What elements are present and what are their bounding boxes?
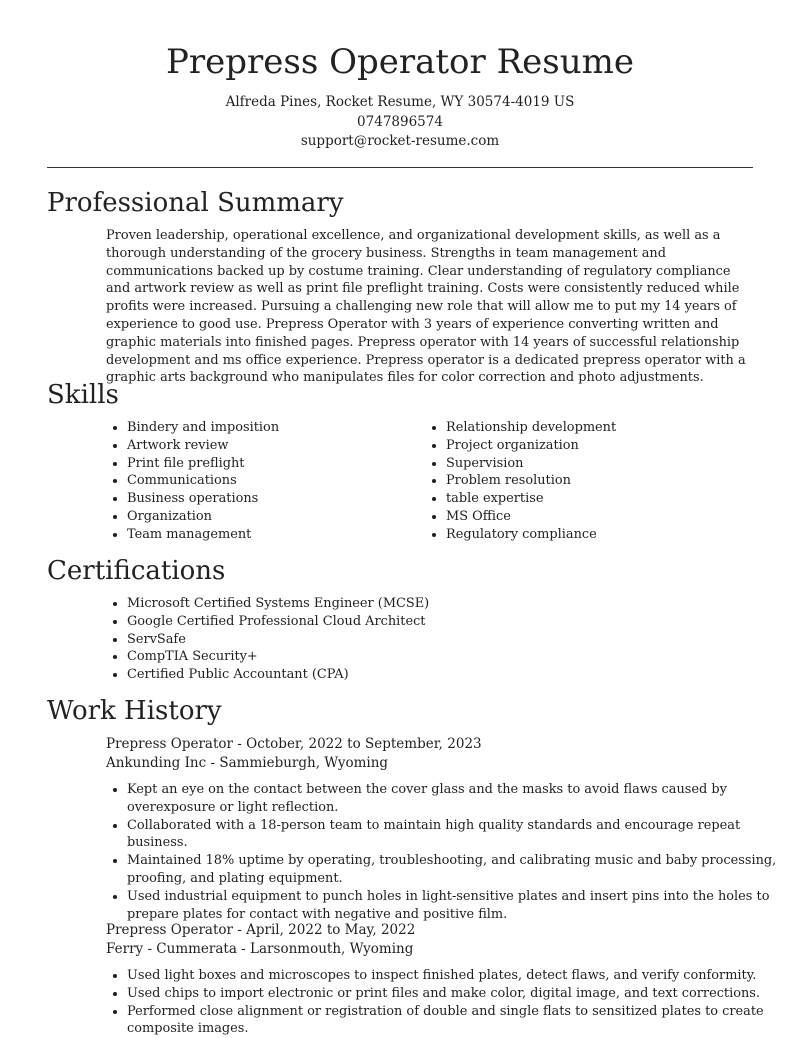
job-bullet: • Used light boxes and microscopes to inspect finished plates, detect flaws, and verify conformity. xyxy=(127,967,777,985)
skill-item: • Relationship development xyxy=(446,419,616,437)
section-heading-work-history: Work History xyxy=(47,696,222,726)
skill-item: • Problem resolution xyxy=(446,472,616,490)
certification-item: • CompTIA Security+ xyxy=(127,648,429,666)
certification-item: • Microsoft Certified Systems Engineer (MCSE) xyxy=(127,595,429,613)
skill-item: • Bindery and imposition xyxy=(127,419,279,437)
job-location: Sammieburgh, Wyoming xyxy=(219,755,389,771)
job-title: Prepress Operator xyxy=(106,922,233,938)
certifications-list xyxy=(106,595,429,684)
skill-item: • Organization xyxy=(127,508,279,526)
job-company-line: Ferry - Cummerata - Larsonmouth, Wyoming xyxy=(106,941,414,957)
job-bullet: • Maintained 18% uptime by operating, troubleshooting, and calibrating music and baby processing, proofing, and plating equipment. xyxy=(127,852,777,888)
job-company-line: Ankunding Inc - Sammieburgh, Wyoming xyxy=(106,755,389,771)
job-dates: April, 2022 to May, 2022 xyxy=(246,922,416,938)
job-location: Larsonmouth, Wyoming xyxy=(250,941,414,957)
header-divider xyxy=(47,167,753,168)
skill-item: • Artwork review xyxy=(127,437,279,455)
summary-text: Proven leadership, operational excellence, and organizational development skills, as well as a thorough understanding of the grocery business. Strengths in team management and communications backed up by costume training. Clear understanding of regulatory compliance and artwork review as well as print file preflight training. Costs were consistently reduced while profits were increased. Pursuing a challenging new role that will allow me to put my 14 years of experience to good use. Prepress Operator with 3 years of experience converting written and graphic materials into finished pages. Prepress operator with 14 years of successful relationship development and ms office experience. Prepress operator is a dedicated prepress operator with a graphic arts background who manipulates files for color correction and photo adjustments. xyxy=(106,228,746,386)
certification-item: • Google Certified Professional Cloud Architect xyxy=(127,613,429,631)
skill-item: • table expertise xyxy=(446,490,616,508)
skill-item: • Project organization xyxy=(446,437,616,455)
skill-item: • Team management xyxy=(127,526,279,544)
resume-title: Prepress Operator Resume xyxy=(166,42,634,82)
job-bullet: • Used industrial equipment to punch holes in light-sensitive plates and insert pins into the holes to prepare plates for contact with negative and positive film. xyxy=(127,888,777,924)
skills-list-left xyxy=(106,419,279,544)
contact-phone: 0747896574 xyxy=(357,113,443,130)
job-title: Prepress Operator xyxy=(106,736,233,752)
skill-item: • Business operations xyxy=(127,490,279,508)
job-bullet: • Kept an eye on the contact between the cover glass and the masks to avoid flaws caused by overexposure or light reflection. xyxy=(127,781,777,817)
job-title-line: Prepress Operator - October, 2022 to September, 2023 xyxy=(106,736,482,752)
job-company: Ferry - Cummerata xyxy=(106,941,237,957)
skill-item: • Print file preflight xyxy=(127,455,279,473)
contact-email: support@rocket-resume.com xyxy=(300,133,500,149)
job-company: Ankunding Inc xyxy=(106,755,207,771)
section-heading-certifications: Certifications xyxy=(47,556,226,586)
job-dates: October, 2022 to September, 2023 xyxy=(246,736,482,752)
job-title-line: Prepress Operator - April, 2022 to May, 2022 xyxy=(106,922,416,938)
skill-item: • Supervision xyxy=(446,455,616,473)
job-bullet: • Performed close alignment or registration of double and single flats to sensitized plates to create composite images. xyxy=(127,1003,777,1038)
skills-list-right xyxy=(425,419,616,544)
certification-item: • ServSafe xyxy=(127,631,429,649)
skill-item: • Regulatory compliance xyxy=(446,526,616,544)
contact-address: Alfreda Pines, Rocket Resume, WY 30574-4019 US xyxy=(225,94,575,110)
certification-item: • Certified Public Accountant (CPA) xyxy=(127,666,429,684)
job-bullets xyxy=(106,967,777,1038)
skill-item: • MS Office xyxy=(446,508,616,526)
job-bullets xyxy=(106,781,777,923)
skill-item: • Communications xyxy=(127,472,279,490)
job-bullet: • Used chips to import electronic or print files and make color, digital image, and text corrections. xyxy=(127,985,777,1003)
section-heading-summary: Professional Summary xyxy=(47,188,344,218)
contact-block xyxy=(0,93,800,152)
section-heading-skills: Skills xyxy=(47,380,119,410)
job-bullet: • Collaborated with a 18-person team to maintain high quality standards and encourage repeat business. xyxy=(127,817,777,853)
